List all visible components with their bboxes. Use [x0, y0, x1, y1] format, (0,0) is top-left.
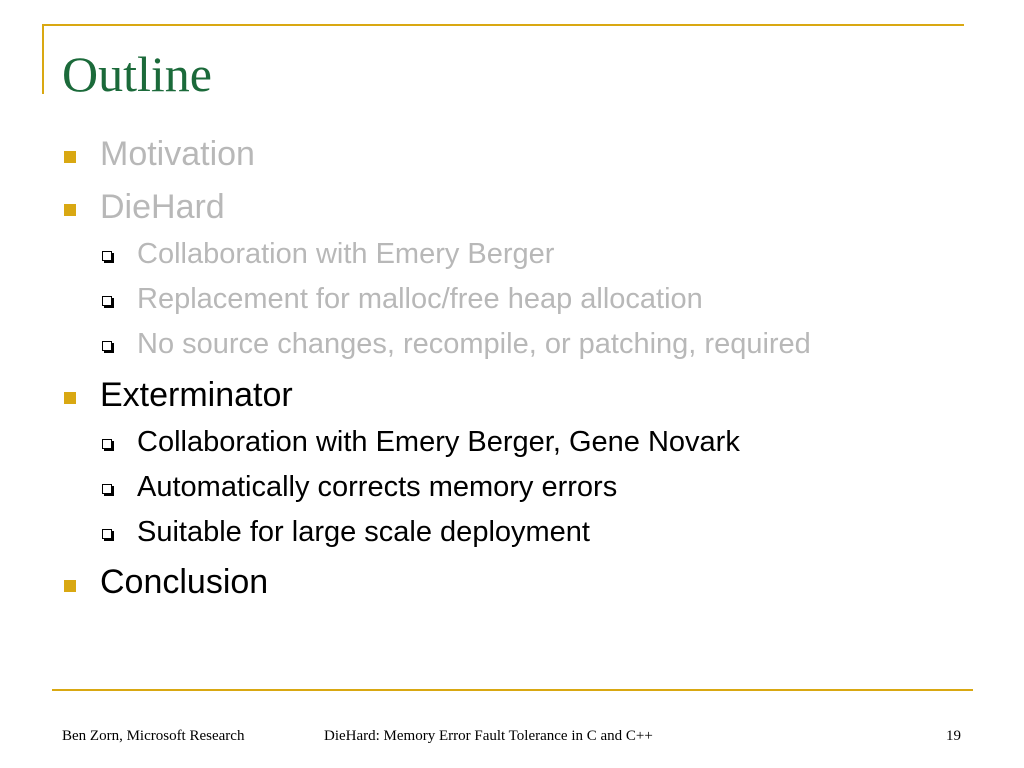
slide-title: Outline — [62, 46, 212, 102]
outline-subitem: Collaboration with Emery Berger, Gene Novark — [137, 426, 740, 458]
outline-subitem: No source changes, recompile, or patching, required — [137, 328, 811, 360]
footer-talk-title: DieHard: Memory Error Fault Tolerance in C and C++ — [324, 728, 653, 744]
box-bullet-icon — [102, 251, 112, 261]
square-bullet-icon — [64, 151, 76, 163]
footer-page-number: 19 — [946, 728, 961, 744]
box-bullet-icon — [102, 484, 112, 494]
box-bullet-icon — [102, 529, 112, 539]
outline-item-conclusion: Conclusion — [100, 563, 269, 601]
outline-item-motivation: Motivation — [100, 135, 255, 173]
outline-subitem: Collaboration with Emery Berger — [137, 238, 555, 270]
square-bullet-icon — [64, 392, 76, 404]
box-bullet-icon — [102, 341, 112, 351]
outline-subitem: Suitable for large scale deployment — [137, 516, 590, 548]
box-bullet-icon — [102, 439, 112, 449]
square-bullet-icon — [64, 580, 76, 592]
outline-item-diehard: DieHard — [100, 188, 225, 226]
footer-author: Ben Zorn, Microsoft Research — [62, 728, 245, 744]
box-bullet-icon — [102, 296, 112, 306]
square-bullet-icon — [64, 204, 76, 216]
outline-subitem: Automatically corrects memory errors — [137, 471, 618, 503]
footer-rule — [52, 689, 973, 691]
outline-item-exterminator: Exterminator — [100, 376, 293, 414]
outline-subitem: Replacement for malloc/free heap allocation — [137, 283, 703, 315]
